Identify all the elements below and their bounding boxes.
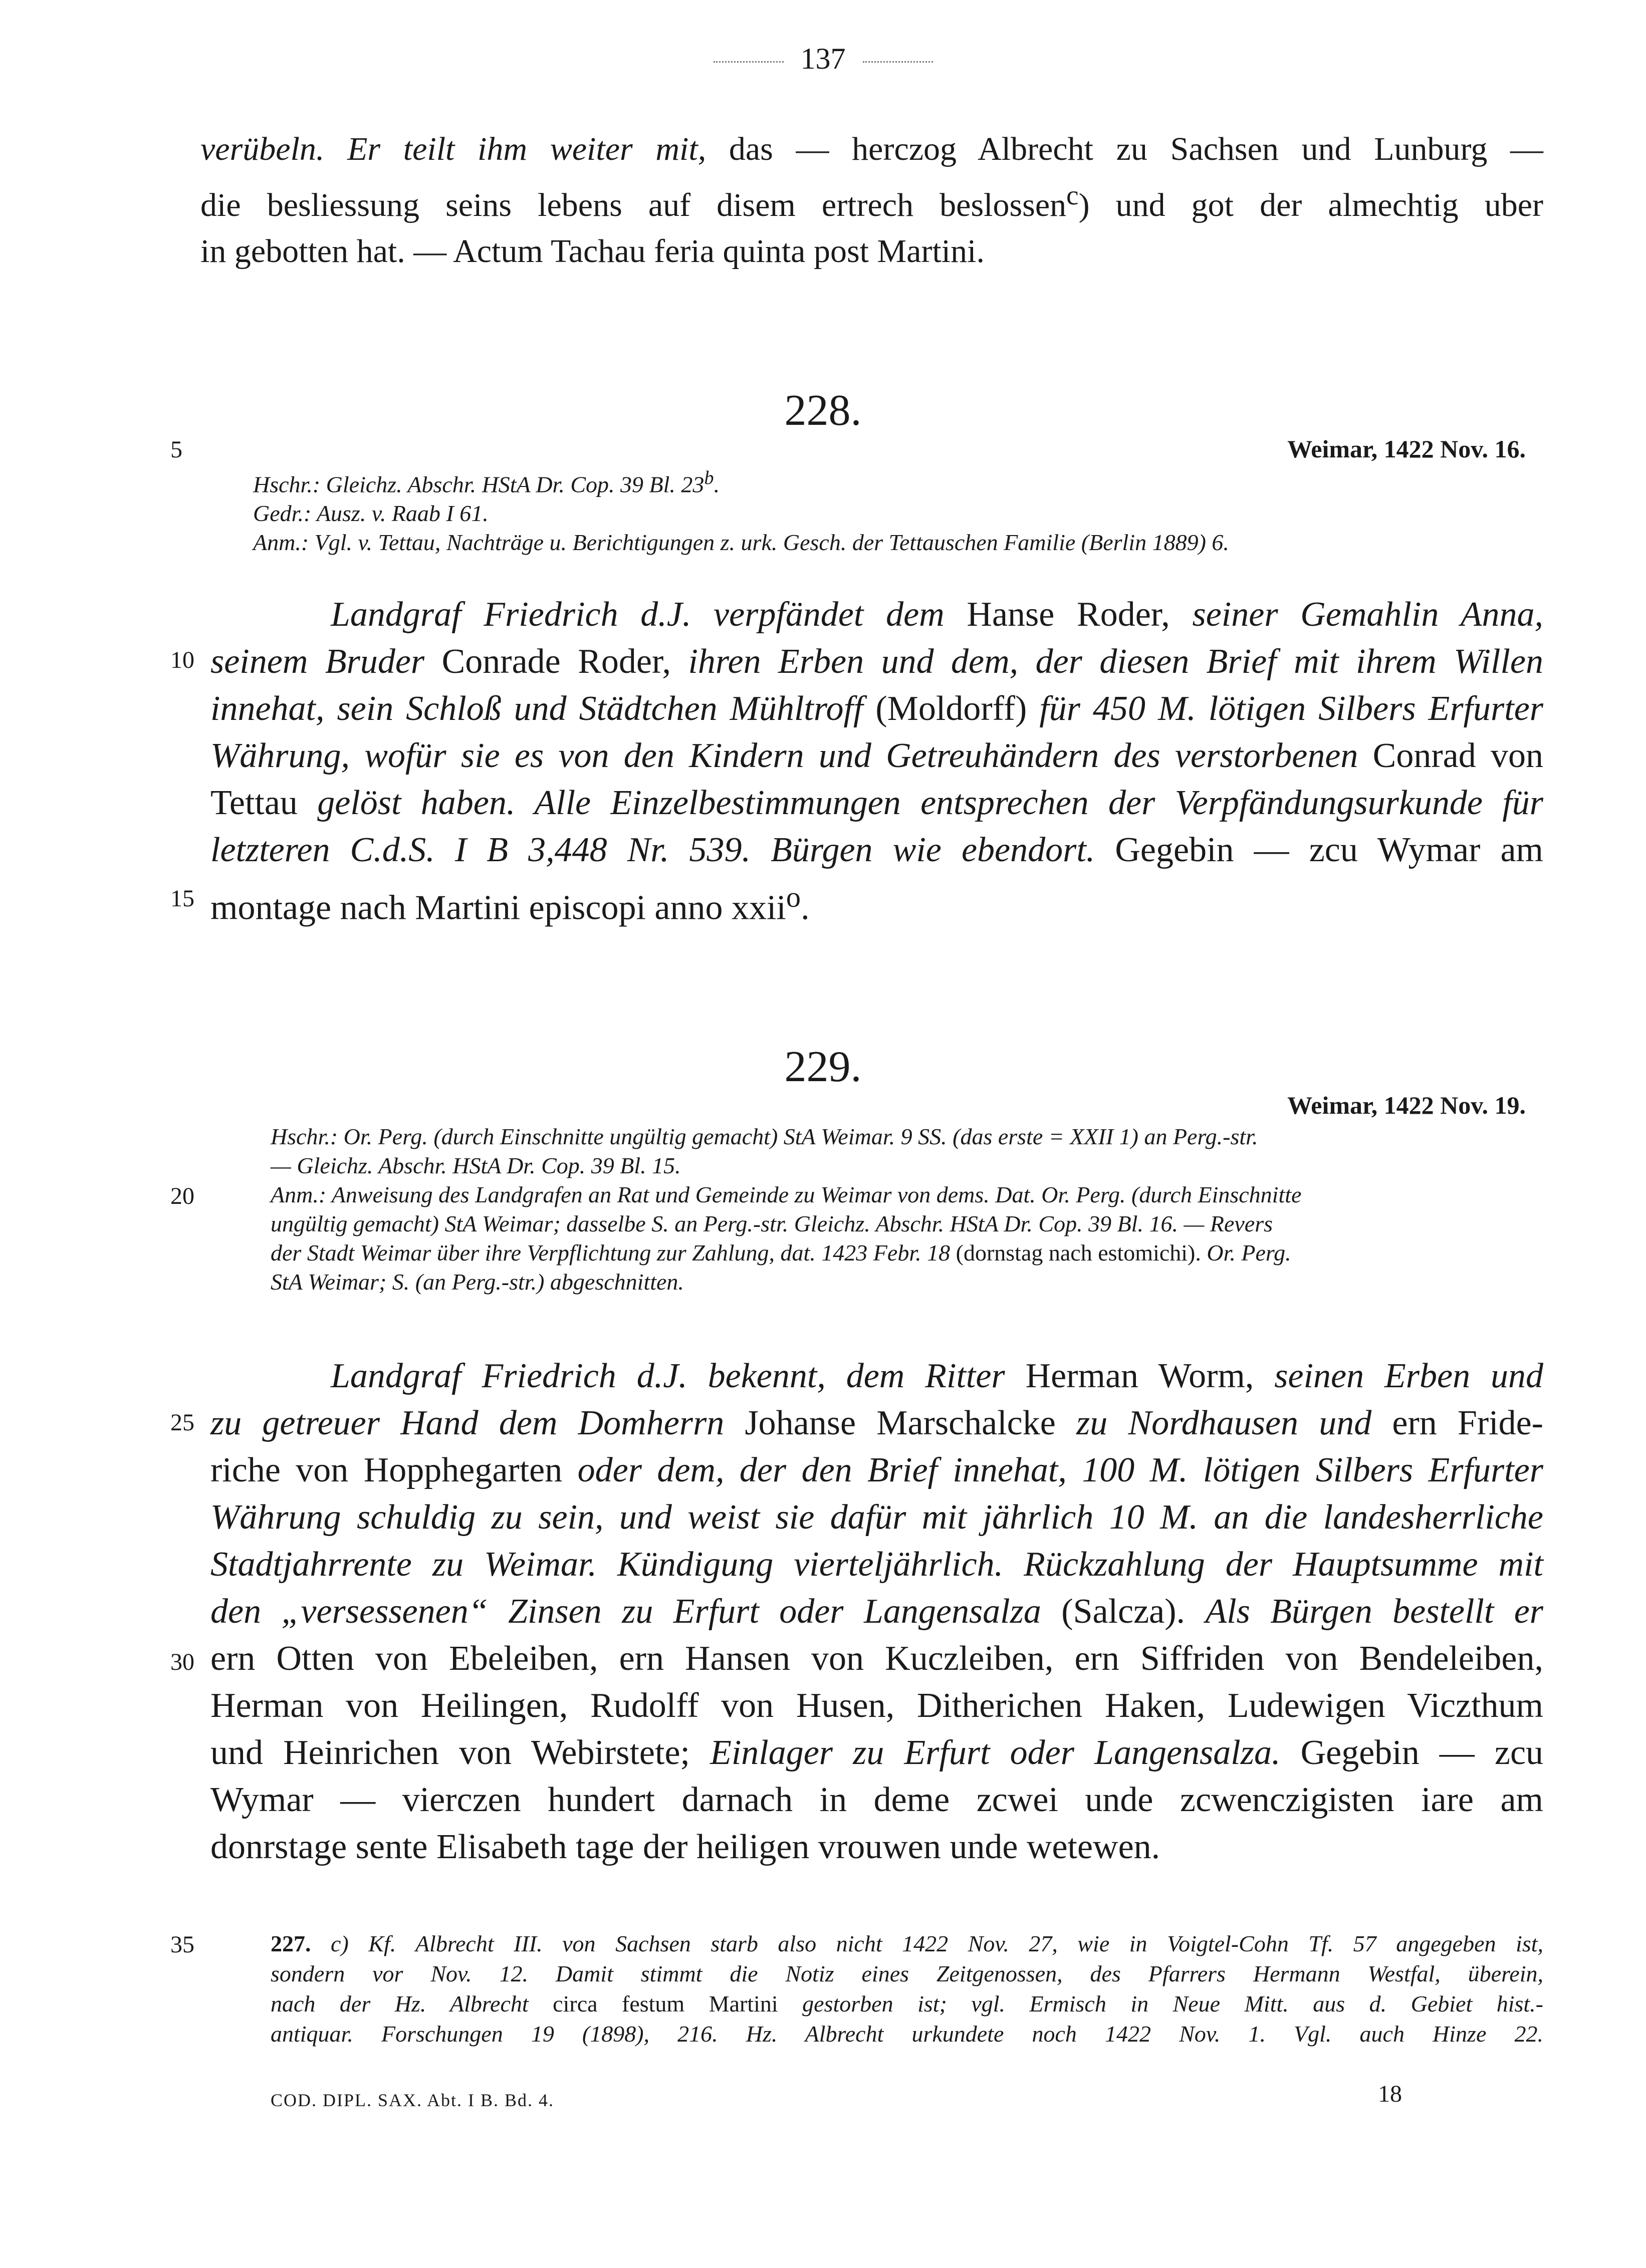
body-line: Wymar — vierczen hundert darnach in deme zcwei unde zcwenczigisten iare am: [210, 1781, 1543, 1819]
text-line: in gebotten hat. — Actum Tachau feria quinta post Martini.: [200, 233, 985, 270]
place-date-229: Weimar, 1422 Nov. 19.: [1287, 1091, 1526, 1119]
footnote-text: c) Kf. Albrecht III. von Sachsen starb also nicht 1422 Nov. 27, wie in Voigtel-Cohn Tf. 57 angegeben ist,: [331, 1931, 1543, 1956]
document-number-229: 229.: [784, 1043, 862, 1091]
source-line: ungültig gemacht) StA Weimar; dasselbe S. an Perg.-str. Gleichz. Abschr. HStA Dr. Cop. 39 Bl. 16. — Revers: [271, 1211, 1273, 1236]
body-229: [210, 1353, 1543, 1871]
header-rule-left: [714, 61, 784, 63]
intro-paragraph: [200, 126, 1543, 275]
place-date-228: Weimar, 1422 Nov. 16.: [1287, 435, 1526, 463]
text-line: die besliessung seins lebens auf disem ertrech beslossen$^c$) und got der almechtig uber: [200, 180, 1544, 223]
footnote-line: sondern vor Nov. 12. Damit stimmt die Notiz eines Zeitgenossen, des Pfarrers Hermann Westfal, überein,: [271, 1961, 1543, 1986]
page-number: 137: [800, 42, 846, 75]
document-number-228: 228.: [784, 386, 862, 435]
body-line: riche von Hopphegarten oder dem, der den Brief innehat, 100 M. lötigen Silbers Erfurter: [210, 1451, 1543, 1489]
source-line: Hschr.: Gleichz. Abschr. HStA Dr. Cop. 39 Bl. 23$^b$.: [253, 467, 720, 497]
body-line: Währung schuldig zu sein, und weist sie dafür mit jährlich 10 M. an die landesherrliche: [210, 1498, 1543, 1537]
body-line: und Heinrichen von Webirstete; Einlager zu Erfurt oder Langensalza. Gegebin — zcu: [210, 1733, 1544, 1772]
page-header: [0, 41, 1646, 76]
source-line: — Gleichz. Abschr. HStA Dr. Cop. 39 Bl. 15.: [271, 1153, 681, 1178]
body-line: donrstage sente Elisabeth tage der heiligen vrouwen unde wetewen.: [210, 1828, 1160, 1866]
line-number-10: 10: [170, 647, 194, 673]
footnote-line: nach der Hz. Albrecht circa festum Martini gestorben ist; vgl. Ermisch in Neue Mitt. aus d. Gebiet hist.-: [271, 1991, 1543, 2017]
footer-signature: COD. DIPL. SAX. Abt. I B. Bd. 4.: [271, 2090, 555, 2110]
body-line: Tettau gelöst haben. Alle Einzelbestimmungen entsprechen der Verpfändungsurkunde für: [210, 784, 1544, 822]
footer-sheet-number: 18: [1378, 2081, 1402, 2107]
body-228: [210, 591, 1543, 931]
body-line: Währung, wofür sie es von den Kindern und Getreuhändern des verstorbenen Conrad von: [210, 736, 1543, 775]
footnote-line: antiquar. Forschungen 19 (1898), 216. Hz. Albrecht urkundete noch 1422 Nov. 1. Vgl. auch Hinze 22.: [271, 2021, 1543, 2047]
line-number-35: 35: [170, 1931, 194, 1958]
body-line: Landgraf Friedrich d.J. bekennt, dem Ritter Herman Worm, seinen Erben und: [331, 1357, 1543, 1395]
source-line: der Stadt Weimar über ihre Verpflichtung zur Zahlung, dat. 1423 Febr. 18 (dornstag nach estomichi). Or. Perg.: [271, 1240, 1291, 1266]
body-line: innehat, sein Schloß und Städtchen Mühltroff (Moldorff) für 450 M. lötigen Silbers Erfurter: [210, 689, 1544, 728]
body-line: Stadtjahrrente zu Weimar. Kündigung vierteljährlich. Rückzahlung der Hauptsumme mit: [210, 1545, 1543, 1584]
line-number-30: 30: [170, 1649, 194, 1675]
line-number-15: 15: [170, 885, 194, 912]
body-line: seinem Bruder Conrade Roder, ihren Erben und dem, der diesen Brief mit ihrem Willen: [210, 642, 1544, 681]
header-rule-right: [863, 61, 933, 63]
source-line: Anm.: Vgl. v. Tettau, Nachträge u. Berichtigungen z. urk. Gesch. der Tettauschen Familie (Berlin 1889) 6.: [253, 530, 1229, 556]
body-line: den „versessenen“ Zinsen zu Erfurt oder Langensalza (Salcza). Als Bürgen bestellt er: [210, 1592, 1543, 1631]
body-line: montage nach Martini episcopi anno xxii$^o$.: [210, 881, 810, 927]
body-line: letzteren C.d.S. I B 3,448 Nr. 539. Bürgen wie ebendort. Gegebin — zcu Wymar am: [210, 831, 1544, 869]
body-line: zu getreuer Hand dem Domherrn Johanse Marschalcke zu Nordhausen und ern Fride-: [210, 1404, 1543, 1442]
sources-228: [253, 463, 1546, 557]
footnote-label: 227.: [271, 1931, 311, 1956]
source-line: Gedr.: Ausz. v. Raab I 61.: [253, 500, 489, 527]
body-line: ern Otten von Ebeleiben, ern Hansen von Kuczleiben, ern Siffriden von Bendeleiben,: [210, 1639, 1543, 1678]
source-line: Hschr.: Or. Perg. (durch Einschnitte ungültig gemacht) StA Weimar. 9 SS. (das erste = XXII 1) an Perg.-str.: [271, 1124, 1258, 1149]
line-number-25: 25: [170, 1409, 194, 1436]
line-number-20: 20: [170, 1183, 194, 1209]
line-number-5: 5: [170, 436, 182, 463]
text-line: verübeln. Er teilt ihm weiter mit, das — herczog Albrecht zu Sachsen und Lunburg —: [200, 131, 1543, 167]
body-line: Herman von Heilingen, Rudolff von Husen, Ditherichen Haken, Ludewigen Viczthum: [210, 1686, 1543, 1725]
body-line: Landgraf Friedrich d.J. verpfändet dem Hanse Roder, seiner Gemahlin Anna,: [331, 595, 1543, 634]
source-line: StA Weimar; S. (an Perg.-str.) abgeschnitten.: [271, 1269, 684, 1295]
footnote-line: [271, 1929, 1543, 1959]
sources-229: [271, 1122, 1546, 1297]
footnote: [271, 1929, 1543, 2049]
source-line: Anm.: Anweisung des Landgrafen an Rat und Gemeinde zu Weimar von dems. Dat. Or. Perg. (durch Einschnitte: [271, 1182, 1302, 1207]
